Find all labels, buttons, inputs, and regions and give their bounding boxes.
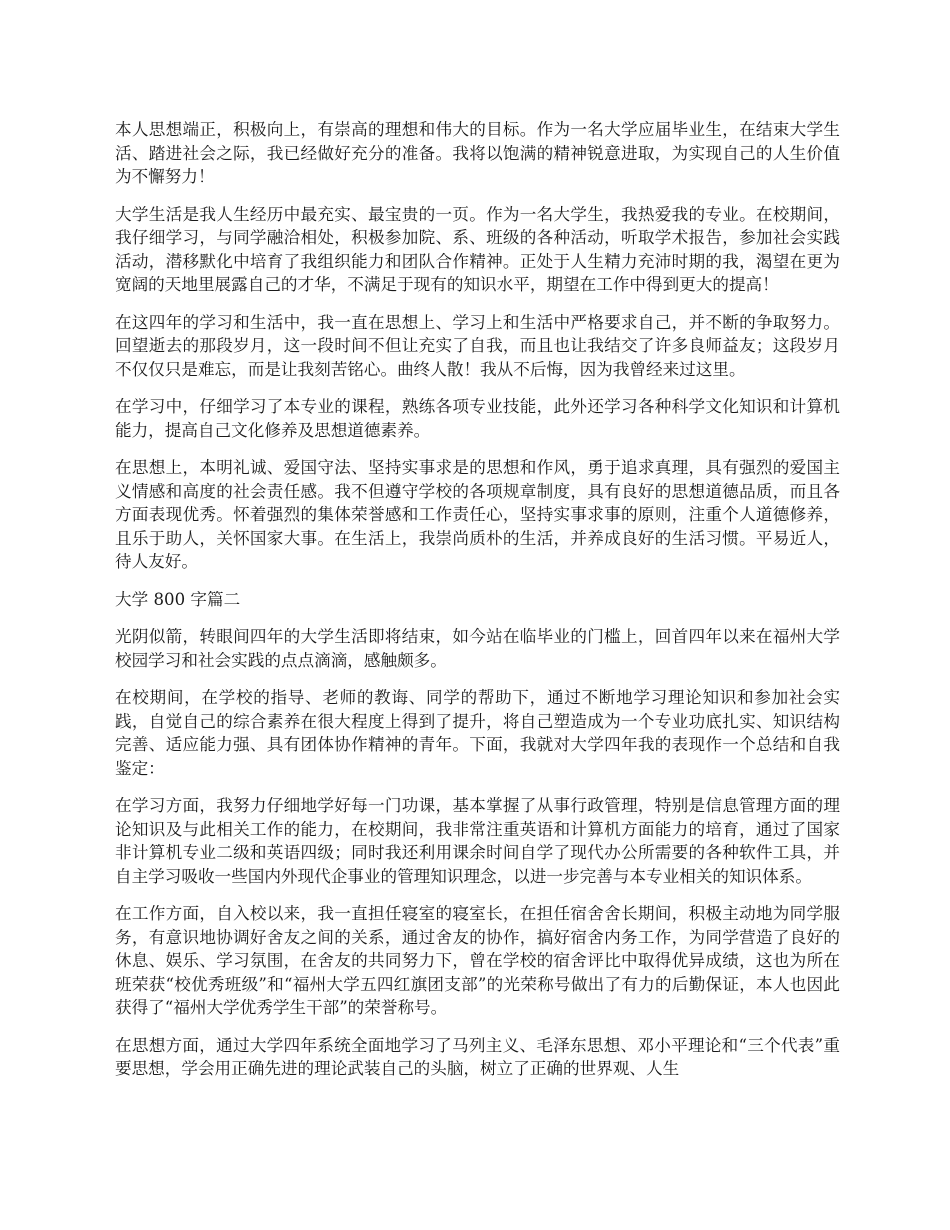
paragraph-9: 在工作方面，自入校以来，我一直担任寝室的寝室长，在担任宿舍舍长期间，积极主动地为同学服务，有意识地协调好舍友之间的关系，通过舍友的协作，搞好宿舍内务工作，为同学营造了良好的休息、娱乐、学习氛围，在舍友的共同努力下，曾在学校的宿舍评比中取得优异成绩，这也为所在班荣获“校优秀班级”和“福州大学五四红旗团支部”的光荣称号做出了有力的后勤保证，本人也因此获得了“福州大学优秀学生干部”的荣誉称号。: [115, 904, 840, 1017]
paragraph-7: 在校期间，在学校的指导、老师的教诲、同学的帮助下，通过不断地学习理论知识和参加社会实践，自觉自己的综合素养在很大程度上得到了提升，将自己塑造成为一个专业功底扎实、知识结构完善、适应能力强、具有团体协作精神的青年。下面，我就对大学四年我的表现作一个总结和自我鉴定：: [115, 688, 840, 778]
paragraph-2: 大学生活是我人生经历中最充实、最宝贵的一页。作为一名大学生，我热爱我的专业。在校期间，我仔细学习，与同学融洽相处，积极参加院、系、班级的各种活动，听取学术报告，参加社会实践活动，潜移默化中培育了我组织能力和团队合作精神。正处于人生精力充沛时期的我，渴望在更为宽阔的天地里展露自己的才华，不满足于现有的知识水平，期望在工作中得到更大的提高！: [115, 204, 840, 294]
section-title: 大学 800 字篇二: [115, 589, 241, 609]
paragraph-5: 在思想上，本明礼诚、爱国守法、坚持实事求是的思想和作风，勇于追求真理，具有强烈的爱国主义情感和高度的社会责任感。我不但遵守学校的各项规章制度，具有良好的思想道德品质，而且各方面表现优秀。怀着强烈的集体荣誉感和工作责任心，坚持实事求事的原则，注重个人道德修养，且乐于助人，关怀国家大事。在生活上，我崇尚质朴的生活，并养成良好的生活习惯。平易近人，待人友好。: [115, 458, 840, 571]
paragraph-4: 在学习中，仔细学习了本专业的课程，熟练各项专业技能，此外还学习各种科学文化知识和计算机能力，提高自己文化修养及思想道德素养。: [115, 397, 840, 440]
paragraph-6: 光阴似箭，转眼间四年的大学生活即将结束，如今站在临毕业的门槛上，回首四年以来在福州大学校园学习和社会实践的点点滴滴，感触颇多。: [115, 627, 840, 670]
document-page: [115, 118, 840, 1095]
paragraph-8: 在学习方面，我努力仔细地学好每一门功课，基本掌握了从事行政管理，特别是信息管理方面的理论知识及与此相关工作的能力，在校期间，我非常注重英语和计算机方面能力的培育，通过了国家非计算机专业二级和英语四级；同时我还利用课余时间自学了现代办公所需要的各种软件工具，并自主学习吸收一些国内外现代企事业的管理知识理念，以进一步完善与本专业相关的知识体系。: [115, 796, 840, 886]
paragraph-10: 在思想方面，通过大学四年系统全面地学习了马列主义、毛泽东思想、邓小平理论和“三个代表”重要思想，学会用正确先进的理论武装自己的头脑，树立了正确的世界观、人生: [115, 1035, 840, 1078]
paragraph-3: 在这四年的学习和生活中，我一直在思想上、学习上和生活中严格要求自己，并不断的争取努力。回望逝去的那段岁月，这一段时间不但让充实了自我，而且也让我结交了许多良师益友；这段岁月不仅仅只是难忘，而是让我刻苦铭心。曲终人散！我从不后悔，因为我曾经来过这里。: [115, 312, 840, 379]
paragraph-1: 本人思想端正，积极向上，有崇高的理想和伟大的目标。作为一名大学应届毕业生，在结束大学生活、踏进社会之际，我已经做好充分的准备。我将以饱满的精神锐意进取，为实现自己的人生价值为不懈努力！: [115, 120, 840, 186]
